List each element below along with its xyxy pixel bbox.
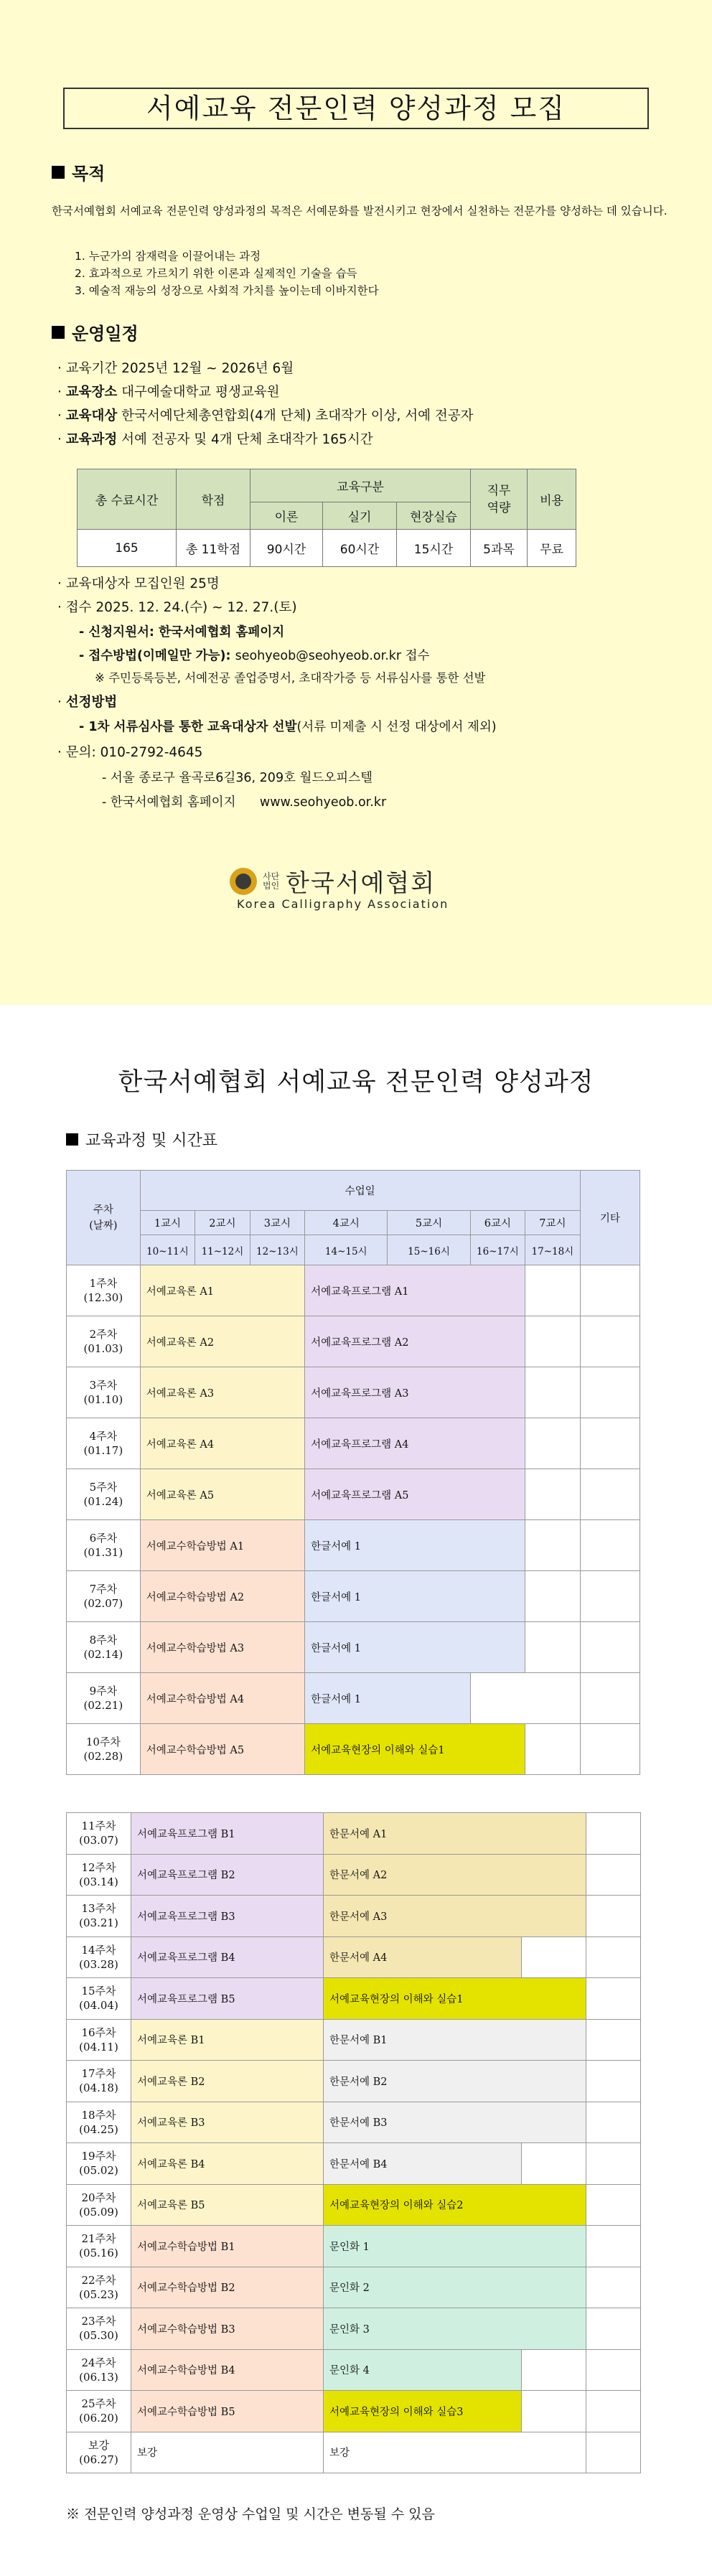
table-cell-fee: 무료: [528, 530, 576, 567]
method-line: - 접수방법(이메일만 가능): seohyeob@seohyeob.or.kr 접수: [79, 649, 430, 663]
table-row: [67, 1673, 640, 1724]
table-cell-theory: 90시간: [250, 530, 323, 567]
docs-line: ※ 주민등록등본, 서예전공 졸업증명서, 초대작가증 등 서류심사를 통한 선발: [95, 671, 486, 685]
table-row: [67, 2432, 641, 2473]
homepage-line: - 한국서예협회 홈페이지 www.seohyeob.or.kr: [102, 795, 387, 810]
square-bullet-icon: [66, 1133, 78, 1146]
week-cell: 15주차 (04.04): [67, 1978, 131, 2020]
morning-class-cell: 서예교육론 B5: [131, 2184, 324, 2226]
empty-cell: [525, 1469, 581, 1520]
table-row: [67, 2061, 641, 2102]
table-row: [67, 1936, 641, 1978]
period-header: 1교시: [140, 1211, 195, 1235]
morning-class-cell: 서예교수학습방법 B4: [131, 2349, 324, 2391]
morning-class-cell: 서예교육프로그램 B3: [131, 1896, 324, 1937]
table-cell-practice: 60시간: [323, 530, 397, 567]
days-header: 수업일: [140, 1171, 580, 1211]
accept-label: 접수: [65, 600, 92, 615]
afternoon-class-cell: 서예교육프로그램 A5: [305, 1469, 525, 1520]
afternoon-class-cell: 서예교육프로그램 A1: [305, 1265, 525, 1316]
period-line: · 교육기간 2025년 12월 ~ 2026년 6월: [57, 361, 294, 376]
morning-class-cell: 서예교육프로그램 B2: [131, 1854, 324, 1896]
morning-class-cell: 서예교수학습방법 B1: [131, 2226, 324, 2267]
purpose-text: 한국서예협회 서예교육 전문인력 양성과정의 목적은 서예문화를 발전시키고 현장에서 실천하는 전문가를 양성하는 데 있습니다.: [52, 205, 668, 217]
empty-cell: [522, 2349, 586, 2391]
week-cell: 17주차 (04.18): [67, 2061, 131, 2102]
empty-cell: [525, 1418, 581, 1469]
table-row: [67, 1896, 641, 1937]
etc-cell: [586, 2061, 641, 2102]
course-line: · 교육과정 서예 전공자 및 4개 단체 초대작가 165시간: [57, 432, 373, 447]
table-row: [67, 1622, 640, 1673]
afternoon-class-cell: 문인화 4: [324, 2349, 522, 2391]
etc-cell: [580, 1724, 640, 1775]
afternoon-class-cell: 서예교육현장의 이해와 실습3: [324, 2391, 522, 2432]
week-cell: 18주차 (04.25): [67, 2102, 131, 2143]
morning-class-cell: 서예교육론 B4: [131, 2143, 324, 2185]
afternoon-class-cell: 한문서예 A1: [324, 1813, 586, 1855]
association-logo: [230, 863, 436, 899]
morning-class-cell: 서예교육론 B2: [131, 2061, 324, 2102]
week-cell: 16주차 (04.11): [67, 2019, 131, 2061]
empty-cell: [522, 2391, 586, 2432]
morning-class-cell: 서예교육론 A1: [140, 1265, 304, 1316]
week-cell: 11주차 (03.07): [67, 1813, 131, 1855]
afternoon-class-cell: 한문서예 B4: [324, 2143, 522, 2185]
morning-class-cell: 서예교육론 A5: [140, 1469, 304, 1520]
morning-class-cell: 서예교수학습방법 B5: [131, 2391, 324, 2432]
course-value: 서예 전공자 및 4개 단체 초대작가 165시간: [121, 432, 373, 447]
afternoon-class-cell: 한문서예 B1: [324, 2019, 586, 2061]
afternoon-class-cell: 서예교육현장의 이해와 실습1: [324, 1978, 586, 2020]
morning-class-cell: 서예교수학습방법 A2: [140, 1571, 304, 1622]
form-line: - 신청지원서: 한국서예협회 홈페이지: [79, 625, 285, 640]
morning-class-cell: 서예교육프로그램 B5: [131, 1978, 324, 2020]
logo-name: 한국서예협회: [286, 869, 436, 898]
week-cell: 19주차 (05.02): [67, 2143, 131, 2185]
week-cell: 14주차 (03.28): [67, 1936, 131, 1978]
table-row: [67, 2019, 641, 2061]
week-cell: 25주차 (06.20): [67, 2391, 131, 2432]
period-value: 2025년 12월 ~ 2026년 6월: [121, 361, 294, 376]
week-cell: 22주차 (05.23): [67, 2267, 131, 2308]
timetable-subtitle-text: 교육과정 및 시간표: [85, 1132, 218, 1150]
morning-class-cell: 서예교육프로그램 B4: [131, 1936, 324, 1978]
morning-class-cell: 서예교육프로그램 B1: [131, 1813, 324, 1855]
afternoon-class-cell: 서예교육현장의 이해와 실습1: [305, 1724, 525, 1775]
period-header: 2교시: [195, 1211, 250, 1235]
table-row: [67, 2308, 641, 2350]
week-cell: 9주차 (02.21): [67, 1673, 141, 1724]
empty-cell: [525, 1316, 581, 1367]
week-cell: 12주차 (03.14): [67, 1854, 131, 1896]
empty-cell: [525, 1265, 581, 1316]
week-cell: 5주차 (01.24): [67, 1469, 141, 1520]
logo-small-text: 사단법인: [263, 871, 280, 891]
goal-item: 3. 예술적 재능의 성장으로 사회적 가치를 높이는데 이바지한다: [75, 284, 379, 297]
table-row: [67, 1418, 640, 1469]
week-cell: 4주차 (01.17): [67, 1418, 141, 1469]
empty-cell: [525, 1622, 581, 1673]
table-row: [67, 2226, 641, 2267]
place-line: · 교육장소 대구예술대학교 평생교육원: [57, 385, 280, 400]
morning-class-cell: 서예교육론 A2: [140, 1316, 304, 1367]
target-line: · 교육대상 한국서예단체총연합회(4개 단체) 초대작가 이상, 서예 전공자: [57, 408, 474, 423]
morning-class-cell: 서예교수학습방법 B3: [131, 2308, 324, 2350]
etc-cell: [586, 1896, 641, 1937]
table-header-credit: 학점: [177, 469, 250, 530]
table-row: [67, 1316, 640, 1367]
email-link[interactable]: seohyeob@seohyeob.or.kr: [235, 649, 402, 663]
empty-cell: [525, 1724, 581, 1775]
etc-cell: [586, 2102, 641, 2143]
etc-header: 기타: [580, 1171, 640, 1265]
table-row: [67, 1367, 640, 1418]
afternoon-class-cell: 한문서예 A4: [324, 1936, 522, 1978]
table-row: [67, 1724, 640, 1775]
morning-class-cell: 서예교육론 A4: [140, 1418, 304, 1469]
table-row: [67, 2391, 641, 2432]
morning-class-cell: 서예교수학습방법 B2: [131, 2267, 324, 2308]
empty-cell: [525, 1520, 581, 1571]
contact-line: · 문의: 010-2792-4645: [57, 745, 203, 760]
afternoon-class-cell: 한문서예 A3: [324, 1896, 586, 1937]
period-header: 5교시: [388, 1211, 470, 1235]
etc-cell: [586, 1936, 641, 1978]
afternoon-class-cell: 한문서예 B2: [324, 2061, 586, 2102]
recruit-line: · 교육대상자 모집인원 25명: [57, 576, 220, 591]
accept-value: 2025. 12. 24.(수) ~ 12. 27.(토): [95, 600, 297, 615]
table-row: [67, 2102, 641, 2143]
etc-cell: [586, 2349, 641, 2391]
morning-class-cell: 보강: [131, 2432, 324, 2473]
etc-cell: [586, 2432, 641, 2473]
etc-cell: [580, 1316, 640, 1367]
time-header: 10~11시: [140, 1235, 195, 1265]
logo-english-name: Korea Calligraphy Association: [237, 897, 449, 911]
place-label: 교육장소: [65, 385, 118, 400]
week-cell: 3주차 (01.10): [67, 1367, 141, 1418]
empty-cell: [522, 2143, 586, 2185]
timetable-title: 한국서예협회 서예교육 전문인력 양성과정: [118, 1068, 594, 1097]
table-row: [67, 2349, 641, 2391]
afternoon-class-cell: 한문서예 A2: [324, 1854, 586, 1896]
select-detail: - 1차 서류심사를 통한 교육대상자 선발(서류 미제출 시 선정 대상에서 제외): [79, 720, 497, 734]
week-cell: 13주차 (03.21): [67, 1896, 131, 1937]
time-header: 17~18시: [525, 1235, 581, 1265]
target-label: 교육대상: [65, 408, 118, 423]
select-line: · 선정방법: [57, 695, 118, 710]
timetable-subtitle: [66, 1128, 217, 1151]
period-header: 6교시: [470, 1211, 525, 1235]
table-cell-total: 165: [78, 530, 177, 567]
table-row: [67, 1520, 640, 1571]
goals-list: [75, 248, 379, 299]
afternoon-class-cell: 한문서예 B3: [324, 2102, 586, 2143]
afternoon-class-cell: 서예교육프로그램 A2: [305, 1316, 525, 1367]
etc-cell: [586, 2308, 641, 2350]
timetable-part-2: [66, 1812, 641, 2473]
week-cell: 21주차 (05.16): [67, 2226, 131, 2267]
accept-line: · 접수 2025. 12. 24.(수) ~ 12. 27.(토): [57, 600, 297, 615]
week-cell: 8주차 (02.14): [67, 1622, 141, 1673]
time-header: 16~17시: [470, 1235, 525, 1265]
recruitment-notice: [0, 0, 712, 1005]
table-header-competency: 직무역량: [471, 469, 528, 530]
recruit-text: 교육대상자 모집인원 25명: [65, 576, 220, 591]
etc-cell: [586, 2184, 641, 2226]
table-row: [67, 2143, 641, 2185]
square-bullet-icon: [52, 326, 65, 339]
logo-emblem-icon: [230, 868, 257, 895]
afternoon-class-cell: 서예교육프로그램 A4: [305, 1418, 525, 1469]
etc-cell: [580, 1265, 640, 1316]
table-header-field: 현장실습: [397, 502, 471, 530]
table-row: [67, 1469, 640, 1520]
period-header: 7교시: [525, 1211, 581, 1235]
etc-cell: [580, 1418, 640, 1469]
table-cell-credit: 총 11학점: [177, 530, 250, 567]
afternoon-class-cell: 한글서예 1: [305, 1571, 525, 1622]
etc-cell: [586, 2267, 641, 2308]
period-header: 4교시: [305, 1211, 388, 1235]
table-header-practice: 실기: [323, 502, 397, 530]
week-cell: 20주차 (05.09): [67, 2184, 131, 2226]
etc-cell: [586, 2226, 641, 2267]
afternoon-class-cell: 서예교육프로그램 A3: [305, 1367, 525, 1418]
morning-class-cell: 서예교수학습방법 A1: [140, 1520, 304, 1571]
etc-cell: [580, 1367, 640, 1418]
week-cell: 2주차 (01.03): [67, 1316, 141, 1367]
empty-cell: [525, 1571, 581, 1622]
etc-cell: [580, 1520, 640, 1571]
morning-class-cell: 서예교육론 B1: [131, 2019, 324, 2061]
etc-cell: [580, 1571, 640, 1622]
square-bullet-icon: [52, 166, 65, 179]
etc-cell: [586, 1978, 641, 2020]
schedule-heading: [52, 319, 139, 345]
week-cell: 7주차 (02.07): [67, 1571, 141, 1622]
afternoon-class-cell: 한글서예 1: [305, 1520, 525, 1571]
period-label: 교육기간: [65, 361, 118, 376]
etc-cell: [580, 1673, 640, 1724]
morning-class-cell: 서예교육론 A3: [140, 1367, 304, 1418]
time-header: 15~16시: [388, 1235, 470, 1265]
schedule-table: [77, 469, 576, 567]
homepage-link[interactable]: www.seohyeob.or.kr: [259, 795, 387, 810]
time-header: 11~12시: [195, 1235, 250, 1265]
etc-cell: [586, 2019, 641, 2061]
week-cell: 23주차 (05.30): [67, 2308, 131, 2350]
table-header-total: 총 수료시간: [78, 469, 177, 530]
notice-title: 서예교육 전문인력 양성과정 모집: [63, 88, 649, 129]
afternoon-class-cell: 문인화 3: [324, 2308, 586, 2350]
morning-class-cell: 서예교육론 B3: [131, 2102, 324, 2143]
table-row: [67, 1571, 640, 1622]
purpose-heading: [52, 159, 105, 184]
time-header: 14~15시: [305, 1235, 388, 1265]
empty-cell: [525, 1367, 581, 1418]
etc-cell: [586, 1854, 641, 1896]
goal-item: 2. 효과적으로 가르치기 위한 이론과 실제적인 기술을 습득: [75, 267, 357, 280]
afternoon-class-cell: 한글서예 1: [305, 1673, 471, 1724]
etc-cell: [586, 2143, 641, 2185]
etc-cell: [580, 1622, 640, 1673]
afternoon-class-cell: 문인화 1: [324, 2226, 586, 2267]
address-line: - 서울 종로구 율곡로6길36, 209호 월드오피스텔: [102, 771, 373, 785]
timetable-footnote: ※ 전문인력 양성과정 운영상 수업일 및 시간은 변동될 수 있음: [66, 2506, 435, 2522]
contact-text: 문의: 010-2792-4645: [65, 745, 203, 760]
week-cell: 10주차 (02.28): [67, 1724, 141, 1775]
purpose-heading-text: 목적: [72, 164, 106, 184]
etc-cell: [580, 1469, 640, 1520]
time-header: 12~13시: [250, 1235, 304, 1265]
week-cell: 보강 (06.27): [67, 2432, 131, 2473]
table-header-category: 교육구분: [250, 469, 471, 502]
week-cell: 6주차 (01.31): [67, 1520, 141, 1571]
target-value: 한국서예단체총연합회(4개 단체) 초대작가 이상, 서예 전공자: [121, 408, 474, 423]
etc-cell: [586, 1813, 641, 1855]
morning-class-cell: 서예교수학습방법 A4: [140, 1673, 304, 1724]
table-row: [67, 2267, 641, 2308]
morning-class-cell: 서예교수학습방법 A5: [140, 1724, 304, 1775]
course-label: 교육과정: [65, 432, 118, 447]
table-row: [67, 1813, 641, 1855]
table-header-theory: 이론: [250, 502, 323, 530]
week-cell: 24주차 (06.13): [67, 2349, 131, 2391]
morning-class-cell: 서예교수학습방법 A3: [140, 1622, 304, 1673]
afternoon-class-cell: 보강: [324, 2432, 586, 2473]
week-cell: 1주차 (12.30): [67, 1265, 141, 1316]
afternoon-class-cell: 한글서예 1: [305, 1622, 525, 1673]
week-header: 주차 (날짜): [67, 1171, 141, 1265]
etc-cell: [586, 2391, 641, 2432]
timetable-part-1: [66, 1170, 640, 1775]
select-label: 선정방법: [65, 695, 118, 710]
table-row: [67, 1265, 640, 1316]
table-row: [67, 1854, 641, 1896]
place-value: 대구예술대학교 평생교육원: [121, 385, 280, 400]
empty-cell: [522, 1936, 586, 1978]
table-row: [67, 2184, 641, 2226]
goal-item: 1. 누군가의 잠재력을 이끌어내는 과정: [75, 250, 261, 263]
schedule-heading-text: 운영일정: [72, 324, 139, 344]
table-row: [67, 1978, 641, 2020]
period-header: 3교시: [250, 1211, 304, 1235]
afternoon-class-cell: 문인화 2: [324, 2267, 586, 2308]
empty-cell: [470, 1673, 580, 1724]
afternoon-class-cell: 서예교육현장의 이해와 실습2: [324, 2184, 586, 2226]
table-cell-competency: 5과목: [471, 530, 528, 567]
table-header-fee: 비용: [528, 469, 576, 530]
table-cell-field: 15시간: [397, 530, 471, 567]
